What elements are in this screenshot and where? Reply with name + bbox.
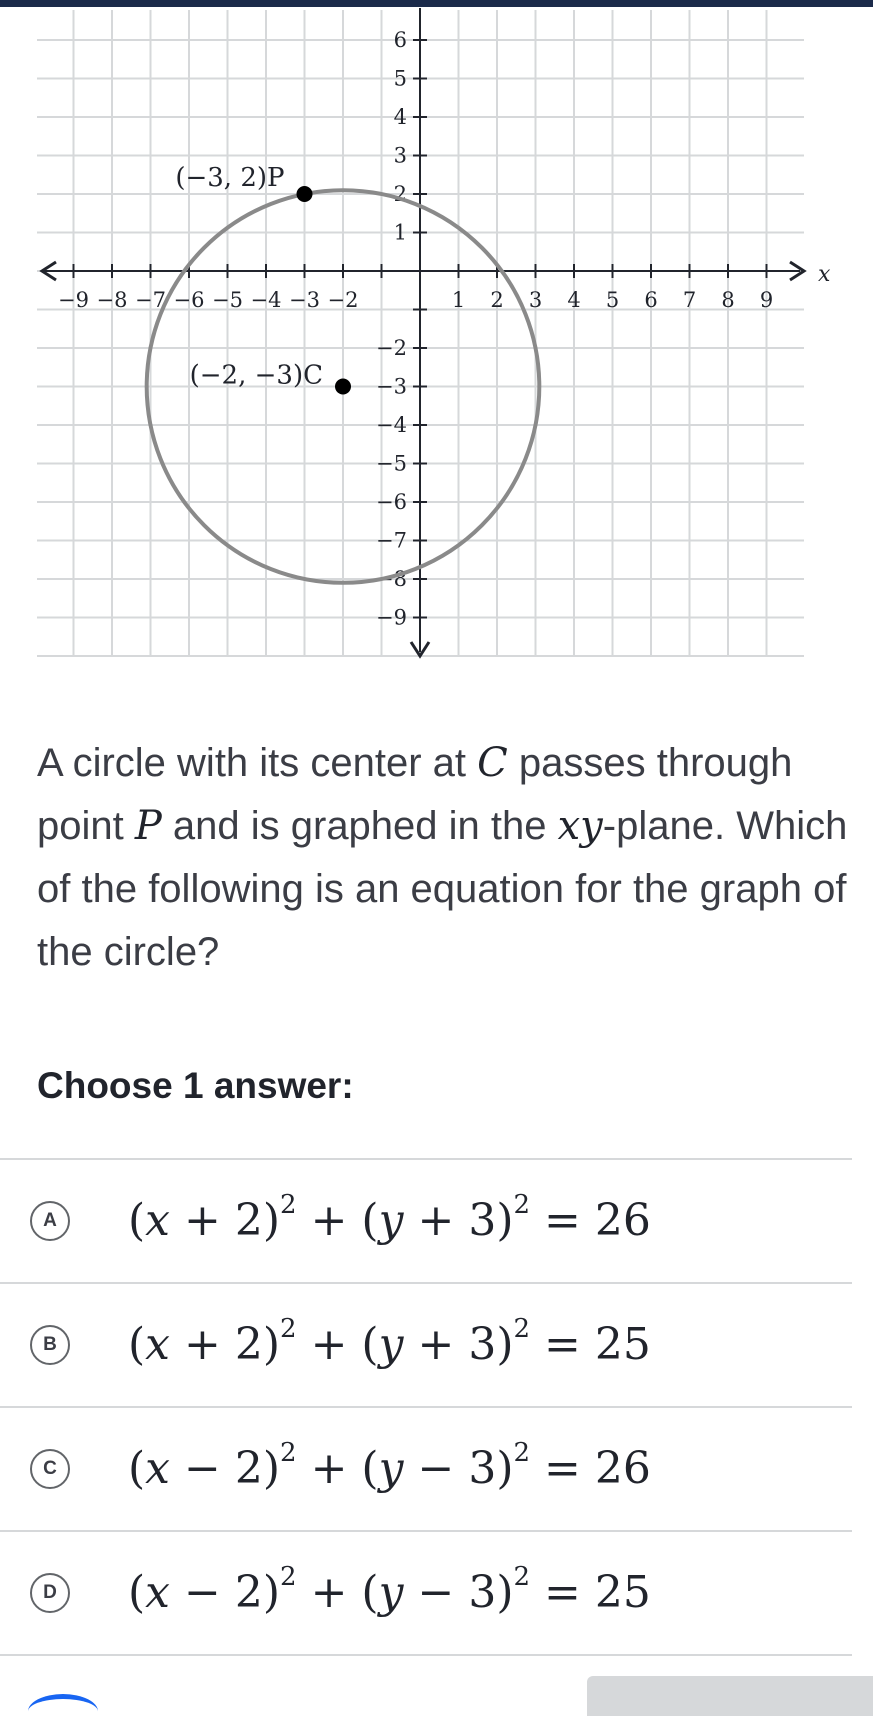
x-tick-label: −9	[58, 288, 89, 312]
question-text	[37, 732, 857, 984]
exponent: 2	[513, 1190, 531, 1220]
y-tick-label: 1	[393, 220, 407, 245]
choice-shift-a-x: 2	[234, 1195, 263, 1246]
y-tick-label: 5	[393, 66, 407, 91]
choice-c[interactable]	[0, 1406, 852, 1530]
point-p	[297, 186, 313, 202]
variable-p: P	[134, 803, 162, 849]
y-tick-label: 3	[393, 143, 407, 168]
choice-rhs-d: 25	[594, 1567, 651, 1618]
choice-letter-d: D	[30, 1573, 70, 1613]
x-tick-label: 6	[644, 288, 658, 312]
y-tick-label: −7	[376, 528, 407, 553]
choice-equation-d: $(x - 2)^2 + (y - 3)^2 = 25$	[128, 1562, 651, 1618]
exponent: 2	[280, 1562, 297, 1592]
choice-op-a-2: +	[417, 1195, 455, 1246]
exponent: 2	[280, 1190, 297, 1220]
choose-label: Choose 1 answer:	[37, 1065, 354, 1106]
choice-op-d-2: −	[417, 1567, 455, 1618]
choice-shift-d-x: 2	[234, 1567, 263, 1618]
y-tick-label: −3	[376, 374, 407, 399]
choice-shift-b-x: 2	[234, 1319, 263, 1370]
x-tick-label: −6	[173, 288, 205, 312]
answer-choices	[0, 1158, 852, 1656]
point-p-label: (−3, 2)P	[175, 163, 285, 193]
choice-equation-c: $(x - 2)^2 + (y - 3)^2 = 26$	[128, 1438, 651, 1494]
choice-op-d-1: −	[184, 1567, 221, 1618]
x-tick-label: 3	[528, 288, 543, 312]
exponent: 2	[513, 1562, 531, 1592]
choice-op-c-1: −	[184, 1443, 221, 1494]
x-tick-label: 8	[721, 288, 735, 312]
x-tick-label: −4	[250, 288, 282, 312]
exponent: 2	[280, 1438, 297, 1468]
choice-letter-c: C	[30, 1449, 70, 1489]
question-part-2: passes through point	[37, 741, 793, 848]
choice-rhs-c: 26	[594, 1443, 651, 1494]
y-tick-label: −5	[376, 451, 407, 476]
progress-indicator	[28, 1694, 98, 1729]
choice-a[interactable]	[0, 1158, 852, 1282]
choice-d[interactable]	[0, 1530, 852, 1656]
y-tick-label: −8	[376, 567, 407, 591]
choice-equation-b: $(x + 2)^2 + (y + 3)^2 = 25$	[128, 1314, 651, 1370]
x-tick-label: 7	[682, 288, 697, 312]
y-tick-label: 4	[393, 105, 407, 129]
x-tick-label: −8	[96, 288, 128, 312]
question-part-4: -plane. Which of the following is an equation for the graph of the circle?	[37, 804, 848, 974]
choice-shift-c-y: 3	[468, 1443, 497, 1494]
x-tick-label: 9	[759, 288, 774, 312]
variable-c: C	[477, 740, 508, 786]
choice-rhs-a: 26	[594, 1195, 651, 1246]
x-axis-label: x	[818, 262, 831, 287]
x-tick-label: 1	[451, 288, 466, 312]
question-part-1: A circle with its center at	[37, 741, 478, 785]
exponent: 2	[280, 1314, 297, 1344]
x-tick-label: −3	[289, 288, 320, 312]
choice-op-b-1: +	[184, 1319, 221, 1370]
choice-rhs-b: 25	[594, 1319, 651, 1370]
x-tick-label: 2	[490, 288, 504, 312]
y-tick-label: −9	[376, 605, 407, 630]
choice-letter-a: A	[30, 1201, 70, 1241]
x-tick-label: −7	[135, 288, 166, 312]
x-tick-label: 5	[605, 288, 620, 312]
choice-shift-d-y: 3	[468, 1567, 497, 1618]
choice-op-a-1: +	[184, 1195, 221, 1246]
graph-svg	[0, 0, 873, 680]
check-button[interactable]	[587, 1676, 873, 1716]
choice-b[interactable]	[0, 1282, 852, 1406]
choice-shift-b-y: 3	[468, 1319, 497, 1370]
y-tick-label: 6	[393, 28, 407, 52]
choice-op-b-2: +	[417, 1319, 455, 1370]
y-tick-label: −6	[376, 490, 407, 514]
choice-shift-a-y: 3	[468, 1195, 497, 1246]
y-tick-label: −2	[376, 336, 407, 360]
choice-equation-a: $(x + 2)^2 + (y + 3)^2 = 26$	[128, 1190, 651, 1246]
x-tick-label: −2	[327, 288, 359, 312]
exponent: 2	[513, 1438, 531, 1468]
point-c-label: (−2, −3)C	[189, 360, 323, 391]
choice-op-c-2: −	[417, 1443, 455, 1494]
y-tick-label: 2	[393, 182, 407, 206]
x-tick-label: 4	[567, 288, 581, 312]
variable-xy: xy	[557, 803, 603, 849]
point-c	[335, 379, 351, 395]
tick-labels	[58, 28, 773, 630]
exponent: 2	[513, 1314, 531, 1344]
x-tick-label: −5	[212, 288, 243, 312]
question-part-3: and is graphed in the	[161, 804, 558, 848]
y-tick-label: −4	[376, 413, 407, 437]
coordinate-graph	[0, 0, 873, 680]
choice-letter-b: B	[30, 1325, 70, 1365]
choice-shift-c-x: 2	[234, 1443, 263, 1494]
